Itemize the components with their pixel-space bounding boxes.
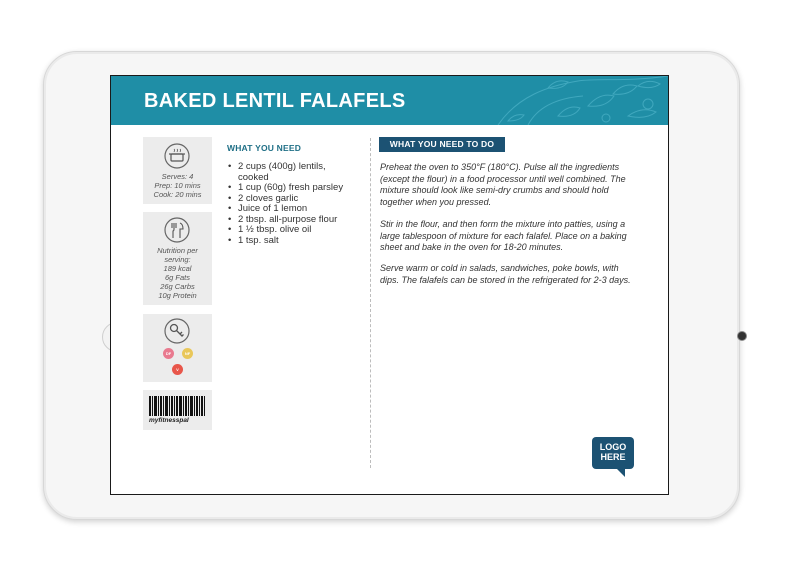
meta-box [143,137,212,204]
fats-text: 6g Fats [164,273,190,282]
ingredient-item: • Juice of 1 lemon [227,204,357,215]
step-1: Preheat the oven to 350°F (180°C). Pulse all the ingredients (except the flour) in a food processor until well combined. The mixture should look like semi-dry crumbs and should hold together when you pressed. [380,162,626,207]
herb-decoration-icon [488,76,668,125]
kcal-text: 189 kcal [163,264,192,273]
barcode-label: myfitnesspal [149,417,189,424]
what-you-need-heading: WHAT YOU NEED [227,143,302,153]
prep-time-text: Prep: 10 mins [154,181,201,190]
logo-line-1: LOGO [599,442,627,452]
recipe-card [110,75,669,495]
carbs-text: 26g Carbs [160,282,195,291]
utensils-icon [164,217,190,243]
step-2: Stir in the flour, and then form the mixture into patties, using a large tablespoon of mixture for each falafel. Place on a baking sheet and bake in the oven for 18-20 minutes. [380,219,627,252]
recipe-title: BAKED LENTIL FALAFELS [144,90,406,112]
camera-icon [738,332,746,340]
logo-speech-tail [616,468,625,477]
column-divider [370,138,371,468]
step-3: Serve warm or cold in salads, sandwiches, poke bowls, with dips. The falafels can be stored in the refrigerated for 2-3 days. [380,263,631,285]
ingredient-item: • 2 tbsp. all-purpose flour [227,215,357,226]
barcode-box [143,390,212,430]
v-badge: V [172,364,183,375]
ingredient-item: • 1 tsp. salt [227,236,357,247]
ingredient-item: • 2 cups (400g) lentils, cooked [227,162,357,183]
nf-badge: NF [182,348,193,359]
serves-text: Serves: 4 [161,172,194,181]
cooking-pot-icon [164,143,190,169]
ingredient-item: • 1 cup (60g) fresh parsley [227,183,357,194]
logo-line-2: HERE [600,452,626,462]
dietary-box [143,314,212,382]
recipe-header [111,76,668,125]
df-badge: DF [163,348,174,359]
ingredient-item: • 2 cloves garlic [227,194,357,205]
nutrition-box [143,212,212,305]
cook-time-text: Cook: 20 mins [153,190,202,199]
key-icon [164,318,190,344]
what-you-need-to-do-heading: WHAT YOU NEED TO DO [379,137,505,152]
barcode-icon [149,396,207,416]
logo-placeholder [592,437,634,469]
ingredient-list [227,162,357,246]
nutrition-heading: Nutrition per serving: [157,246,198,264]
protein-text: 10g Protein [158,291,197,300]
ingredient-item: • 1 ½ tbsp. olive oil [227,225,357,236]
